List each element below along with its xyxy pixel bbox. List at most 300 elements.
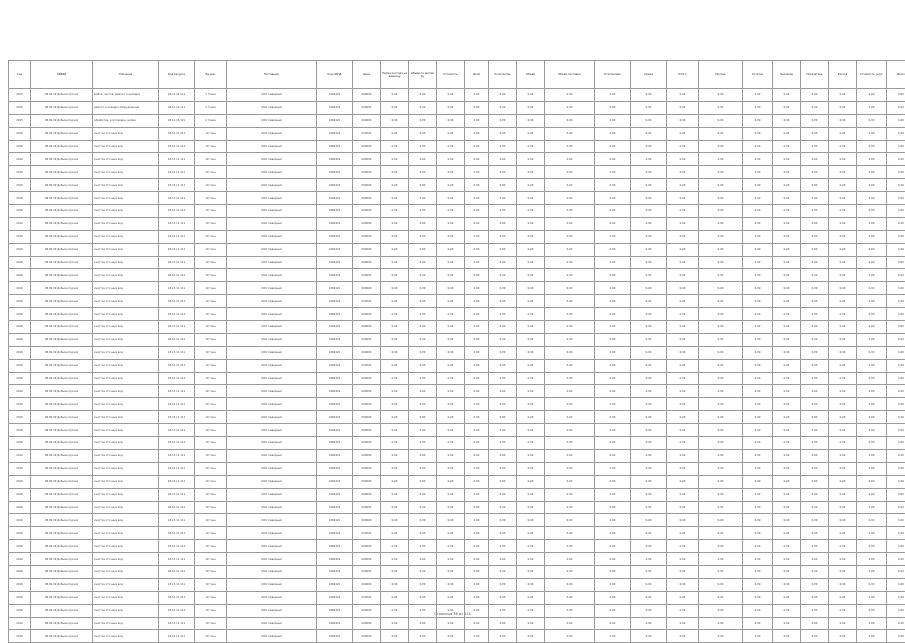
table-cell: 2016 (9, 127, 31, 140)
table-cell: 0,00 (699, 437, 743, 450)
table-cell: 0,00 (743, 540, 773, 553)
table-cell: 0,00 (667, 630, 699, 643)
table-cell: 0,00 (631, 217, 667, 230)
table-cell: 0,00 (801, 630, 829, 643)
table-row (9, 346, 905, 359)
table-cell: 18.13.11.111 (159, 243, 195, 256)
table-cell: 08.99.39 Добыча прочих (31, 114, 93, 127)
table-cell: 08.99.39 Добыча прочих (31, 127, 93, 140)
table-cell: 0,00 (887, 553, 905, 566)
table-cell: 0,00 (801, 385, 829, 398)
table-cell: 0,00 (517, 398, 545, 411)
table-cell: 0,00 (631, 153, 667, 166)
table-cell: 08.99.39 Добыча прочих (31, 514, 93, 527)
table-cell: 0,00 (545, 372, 595, 385)
table-cell: 08.99.39 Добыча прочих (31, 449, 93, 462)
table-cell: 0,00 (887, 217, 905, 230)
table-cell: 0,00 (381, 346, 409, 359)
table-cell: 0,00 (857, 346, 887, 359)
table-cell: 000000 (353, 333, 381, 346)
table-cell: 10 тонн (195, 282, 227, 295)
table-cell: 1960421 (317, 256, 353, 269)
column-header: Описание (93, 61, 159, 89)
table-cell: 0,00 (743, 411, 773, 424)
table-cell: 2016 (9, 527, 31, 540)
table-cell: 0,00 (437, 437, 465, 450)
table-cell: 0,00 (465, 424, 489, 437)
table-cell: 0,00 (437, 217, 465, 230)
table-cell: 0,00 (409, 398, 437, 411)
table-cell: 0,00 (801, 205, 829, 218)
table-row (9, 449, 905, 462)
table-cell: 0,00 (465, 359, 489, 372)
column-header: Год (9, 61, 31, 89)
table-cell: 0,00 (381, 114, 409, 127)
table-cell: 2016 (9, 449, 31, 462)
table-cell: 0,00 (857, 140, 887, 153)
table-cell: 0,00 (437, 269, 465, 282)
table-cell: 0,00 (381, 578, 409, 591)
table-row (9, 256, 905, 269)
table-cell: 0,00 (773, 372, 801, 385)
table-cell: 0,00 (857, 269, 887, 282)
table-cell: 0,00 (409, 475, 437, 488)
table-cell: 08.99.39 Добыча прочих (31, 308, 93, 321)
table-cell: 0,00 (465, 295, 489, 308)
table-cell: 08.99.39 Добыча прочих (31, 501, 93, 514)
table-cell: 0,00 (829, 101, 857, 114)
table-cell: 0,00 (829, 359, 857, 372)
table-cell: 0,00 (409, 89, 437, 102)
table-cell: 0,00 (699, 462, 743, 475)
table-cell: 0,00 (437, 166, 465, 179)
table-cell: очистка сточных вод (93, 437, 159, 450)
table-cell: 0,00 (381, 617, 409, 630)
table-row (9, 308, 905, 321)
table-cell: 18.13.11.111 (159, 565, 195, 578)
table-cell: 0,00 (409, 217, 437, 230)
table-cell: очистка сточных вод (93, 256, 159, 269)
table-cell: 0,00 (857, 540, 887, 553)
table-cell: 0,00 (595, 437, 631, 450)
table-cell: 0,00 (773, 217, 801, 230)
table-cell: 0,00 (631, 462, 667, 475)
table-cell: 0,00 (773, 527, 801, 540)
table-cell: 0,00 (437, 372, 465, 385)
table-cell: 0,00 (409, 359, 437, 372)
table-cell: 0,00 (773, 179, 801, 192)
table-row (9, 630, 905, 643)
table-cell: 000000 (353, 411, 381, 424)
table-cell: 0,00 (631, 269, 667, 282)
table-cell: 0,00 (667, 591, 699, 604)
table-cell: 0,00 (773, 540, 801, 553)
table-cell: 0,00 (699, 591, 743, 604)
table-cell: 2015 (9, 89, 31, 102)
table-cell: 18.13.11.111 (159, 424, 195, 437)
table-cell: очистка сточных вод (93, 127, 159, 140)
table-cell: 0,00 (545, 101, 595, 114)
table-cell: очистка сточных вод (93, 346, 159, 359)
table-cell: 0,00 (437, 101, 465, 114)
table-cell: 0,00 (489, 114, 517, 127)
table-cell: 2016 (9, 617, 31, 630)
table-row (9, 333, 905, 346)
table-cell: 1960421 (317, 205, 353, 218)
table-cell: 0,00 (409, 488, 437, 501)
table-cell: очистка сточных вод (93, 501, 159, 514)
table-cell: 000000 (353, 424, 381, 437)
table-cell: 08.99.39 Добыча прочих (31, 89, 93, 102)
table-cell: ООО Северный (227, 630, 317, 643)
table-cell: 0,00 (545, 295, 595, 308)
table-cell: 0,00 (887, 166, 905, 179)
table-cell: 0,00 (857, 359, 887, 372)
table-cell: 0,00 (743, 333, 773, 346)
table-cell: 0,00 (595, 617, 631, 630)
table-cell: 18.13.11.111 (159, 256, 195, 269)
table-cell: 0,00 (801, 114, 829, 127)
table-cell: 0,00 (887, 89, 905, 102)
table-cell: 0,00 (801, 140, 829, 153)
table-cell: 0,00 (887, 140, 905, 153)
table-cell: 08.99.39 Добыча прочих (31, 101, 93, 114)
column-header: Всего (887, 61, 905, 89)
table-cell: 0,00 (437, 205, 465, 218)
table-cell: 0,00 (517, 140, 545, 153)
table-cell: 18.12.14.111 (159, 89, 195, 102)
table-cell: очистка сточных вод (93, 153, 159, 166)
table-cell: 0,00 (829, 321, 857, 334)
table-cell: 0,00 (409, 565, 437, 578)
table-cell: 10 тонн (195, 565, 227, 578)
table-cell: 0,00 (465, 127, 489, 140)
table-cell: 0,00 (381, 153, 409, 166)
table-cell: 0,00 (667, 385, 699, 398)
table-cell: 0,00 (887, 449, 905, 462)
table-cell: 000000 (353, 192, 381, 205)
table-cell: 0,00 (801, 153, 829, 166)
table-cell: 0,00 (381, 449, 409, 462)
table-cell: очистка сточных вод (93, 321, 159, 334)
table-cell: 0,00 (381, 514, 409, 527)
table-cell: 1 тонна (195, 114, 227, 127)
table-cell: 0,00 (545, 127, 595, 140)
table-cell: 0,00 (699, 256, 743, 269)
table-cell: 0,00 (667, 205, 699, 218)
table-cell: 0,00 (381, 359, 409, 372)
table-cell: 0,00 (887, 578, 905, 591)
table-cell: 0,00 (857, 449, 887, 462)
table-cell: 0,00 (409, 449, 437, 462)
table-cell: 0,00 (743, 488, 773, 501)
table-cell: 000000 (353, 359, 381, 372)
table-cell: 0,00 (829, 398, 857, 411)
table-cell: 2016 (9, 385, 31, 398)
table-cell: 0,00 (437, 385, 465, 398)
table-cell: 0,00 (489, 604, 517, 617)
table-cell: ООО Северный (227, 127, 317, 140)
table-cell: 0,00 (631, 604, 667, 617)
table-cell: 0,00 (465, 140, 489, 153)
table-cell: 0,00 (887, 527, 905, 540)
table-cell: 18.13.11.111 (159, 527, 195, 540)
column-header: Код ОКПД (317, 61, 353, 89)
table-cell: 0,00 (465, 385, 489, 398)
table-cell: 0,00 (409, 424, 437, 437)
table-cell: 0,00 (857, 630, 887, 643)
table-cell: 0,00 (667, 437, 699, 450)
table-cell: 0,00 (595, 449, 631, 462)
table-cell: 0,00 (829, 462, 857, 475)
table-cell: ООО Северный (227, 282, 317, 295)
table-cell: 0,00 (743, 243, 773, 256)
table-cell: 1960421 (317, 89, 353, 102)
table-cell: 0,00 (773, 501, 801, 514)
table-cell: 0,00 (381, 333, 409, 346)
table-cell: 0,00 (801, 282, 829, 295)
table-cell: 0,00 (437, 192, 465, 205)
table-cell: 0,00 (595, 256, 631, 269)
table-row (9, 166, 905, 179)
table-cell: 0,00 (381, 179, 409, 192)
table-cell: 0,00 (743, 256, 773, 269)
table-cell: 10 тонн (195, 140, 227, 153)
table-cell: 0,00 (465, 372, 489, 385)
table-cell: 0,00 (699, 269, 743, 282)
table-cell: 0,00 (409, 282, 437, 295)
table-cell: 0,00 (595, 488, 631, 501)
table-cell: 08.99.39 Добыча прочих (31, 488, 93, 501)
table-cell: 0,00 (887, 462, 905, 475)
table-cell: 0,00 (801, 475, 829, 488)
table-cell: 0,00 (631, 179, 667, 192)
table-cell: ремонт и наладка оборудования (93, 101, 159, 114)
column-header: Объём (517, 61, 545, 89)
table-cell: 0,00 (699, 333, 743, 346)
table-cell: 0,00 (773, 333, 801, 346)
table-cell: 0,00 (517, 269, 545, 282)
table-cell: 0,00 (887, 179, 905, 192)
table-cell: 0,00 (517, 437, 545, 450)
table-cell: 0,00 (381, 540, 409, 553)
table-cell: 000000 (353, 514, 381, 527)
table-cell: 0,00 (409, 256, 437, 269)
table-cell: 0,00 (801, 333, 829, 346)
table-cell: 1960421 (317, 321, 353, 334)
table-cell: 2016 (9, 192, 31, 205)
table-cell: 10 тонн (195, 127, 227, 140)
table-cell: 0,00 (517, 114, 545, 127)
table-cell: 000000 (353, 230, 381, 243)
table-cell: 0,00 (409, 179, 437, 192)
table-cell: 0,00 (887, 295, 905, 308)
table-cell: 0,00 (857, 372, 887, 385)
table-cell: 0,00 (773, 127, 801, 140)
table-cell: 0,00 (699, 514, 743, 527)
table-cell: 10 тонн (195, 540, 227, 553)
table-cell: 1960421 (317, 540, 353, 553)
table-cell: очистка сточных вод (93, 372, 159, 385)
table-cell: ООО Северный (227, 333, 317, 346)
table-cell: 0,00 (595, 127, 631, 140)
table-cell: 08.99.39 Добыча прочих (31, 282, 93, 295)
table-row (9, 101, 905, 114)
table-cell: 0,00 (517, 256, 545, 269)
table-cell: 0,00 (829, 269, 857, 282)
table-cell: ООО Северный (227, 591, 317, 604)
table-cell: 0,00 (829, 372, 857, 385)
table-cell: 08.99.39 Добыча прочих (31, 591, 93, 604)
table-cell: 0,00 (699, 166, 743, 179)
table-cell: 0,00 (409, 527, 437, 540)
table-cell: 0,00 (857, 127, 887, 140)
table-cell: 18.13.11.111 (159, 617, 195, 630)
table-cell: 2016 (9, 243, 31, 256)
table-cell: 0,00 (545, 488, 595, 501)
table-cell: 0,00 (743, 166, 773, 179)
column-header: Прочее (699, 61, 743, 89)
table-cell: ООО Северный (227, 604, 317, 617)
table-cell: 08.99.39 Добыча прочих (31, 565, 93, 578)
column-header: Норма расхода на единицу (381, 61, 409, 89)
table-cell: 1960421 (317, 359, 353, 372)
table-cell: 0,00 (437, 140, 465, 153)
table-cell: 10 тонн (195, 269, 227, 282)
table-cell: 0,00 (381, 205, 409, 218)
table-cell: 18.13.11.111 (159, 437, 195, 450)
table-cell: 0,00 (381, 101, 409, 114)
table-cell: 0,00 (545, 514, 595, 527)
table-cell: 000000 (353, 153, 381, 166)
table-cell: 2016 (9, 269, 31, 282)
table-cell: 0,00 (437, 256, 465, 269)
table-cell: 18.13.11.111 (159, 333, 195, 346)
table-cell: 0,00 (631, 527, 667, 540)
table-cell: 2016 (9, 462, 31, 475)
table-cell: 000000 (353, 578, 381, 591)
table-cell: 0,00 (857, 514, 887, 527)
table-cell: 0,00 (545, 179, 595, 192)
table-cell: 0,00 (699, 346, 743, 359)
table-cell: очистка сточных вод (93, 140, 159, 153)
table-row (9, 321, 905, 334)
table-cell: 0,00 (545, 604, 595, 617)
table-cell: 10 тонн (195, 411, 227, 424)
table-cell: 0,00 (773, 140, 801, 153)
table-cell: очистка сточных вод (93, 398, 159, 411)
table-cell: 08.99.39 Добыча прочих (31, 617, 93, 630)
table-cell: 0,00 (743, 578, 773, 591)
table-cell: 0,00 (743, 398, 773, 411)
table-cell: 0,00 (887, 114, 905, 127)
table-cell: ООО Северный (227, 372, 317, 385)
table-row (9, 488, 905, 501)
table-cell: 0,00 (743, 527, 773, 540)
table-cell: 1960421 (317, 462, 353, 475)
table-cell: 0,00 (773, 359, 801, 372)
table-cell: 0,00 (829, 475, 857, 488)
table-cell: 08.99.39 Добыча прочих (31, 372, 93, 385)
table-cell: 10 тонн (195, 230, 227, 243)
table-cell: 0,00 (801, 89, 829, 102)
table-cell: 0,00 (801, 321, 829, 334)
table-cell: очистка сточных вод (93, 217, 159, 230)
table-cell: 2016 (9, 321, 31, 334)
table-cell: 0,00 (517, 101, 545, 114)
table-cell: 0,00 (595, 321, 631, 334)
table-cell: 0,00 (437, 514, 465, 527)
table-cell: 0,00 (489, 578, 517, 591)
table-cell: 0,00 (595, 346, 631, 359)
table-cell: 0,00 (489, 617, 517, 630)
table-cell: 2016 (9, 488, 31, 501)
table-cell: 0,00 (857, 256, 887, 269)
table-cell: 0,00 (829, 127, 857, 140)
table-cell: 0,00 (773, 385, 801, 398)
table-cell: 0,00 (595, 89, 631, 102)
column-header: Итого (667, 61, 699, 89)
table-cell: 0,00 (489, 591, 517, 604)
table-cell: 0,00 (437, 488, 465, 501)
table-cell: 0,00 (857, 385, 887, 398)
table-cell: 0,00 (489, 630, 517, 643)
table-cell: 0,00 (489, 359, 517, 372)
table-cell: очистка сточных вод (93, 205, 159, 218)
table-cell: 18.13.11.111 (159, 127, 195, 140)
table-cell: 08.99.39 Добыча прочих (31, 411, 93, 424)
table-cell: 0,00 (409, 578, 437, 591)
table-cell: 0,00 (437, 89, 465, 102)
table-cell: 0,00 (667, 488, 699, 501)
table-cell: 1960421 (317, 617, 353, 630)
table-cell: 1960421 (317, 230, 353, 243)
table-cell: 0,00 (465, 617, 489, 630)
table-cell: очистка сточных вод (93, 230, 159, 243)
table-cell: 2016 (9, 295, 31, 308)
table-cell: 0,00 (857, 308, 887, 321)
table-cell: очистка сточных вод (93, 269, 159, 282)
table-cell: 0,00 (667, 617, 699, 630)
table-cell: 10 тонн (195, 372, 227, 385)
table-cell: 0,00 (437, 127, 465, 140)
table-cell: 0,00 (699, 192, 743, 205)
table-cell: 000000 (353, 488, 381, 501)
table-cell: 0,00 (595, 359, 631, 372)
table-cell: 0,00 (631, 488, 667, 501)
table-cell: 0,00 (381, 372, 409, 385)
table-cell: 0,00 (801, 540, 829, 553)
table-cell: 0,00 (829, 217, 857, 230)
table-row (9, 462, 905, 475)
table-cell: 2015 (9, 114, 31, 127)
table-cell: 0,00 (465, 411, 489, 424)
table-cell: 18.13.11.111 (159, 153, 195, 166)
table-cell: 0,00 (409, 501, 437, 514)
table-cell: 0,00 (465, 114, 489, 127)
table-cell: 0,00 (773, 630, 801, 643)
table-cell: 0,00 (489, 205, 517, 218)
table-cell: 0,00 (409, 140, 437, 153)
table-cell: ООО Северный (227, 243, 317, 256)
table-cell: очистка сточных вод (93, 449, 159, 462)
table-cell: 0,00 (545, 346, 595, 359)
table-cell: 0,00 (699, 217, 743, 230)
table-cell: 08.99.39 Добыча прочих (31, 179, 93, 192)
table-cell: 08.99.39 Добыча прочих (31, 437, 93, 450)
table-cell: 0,00 (381, 501, 409, 514)
table-cell: 0,00 (887, 398, 905, 411)
